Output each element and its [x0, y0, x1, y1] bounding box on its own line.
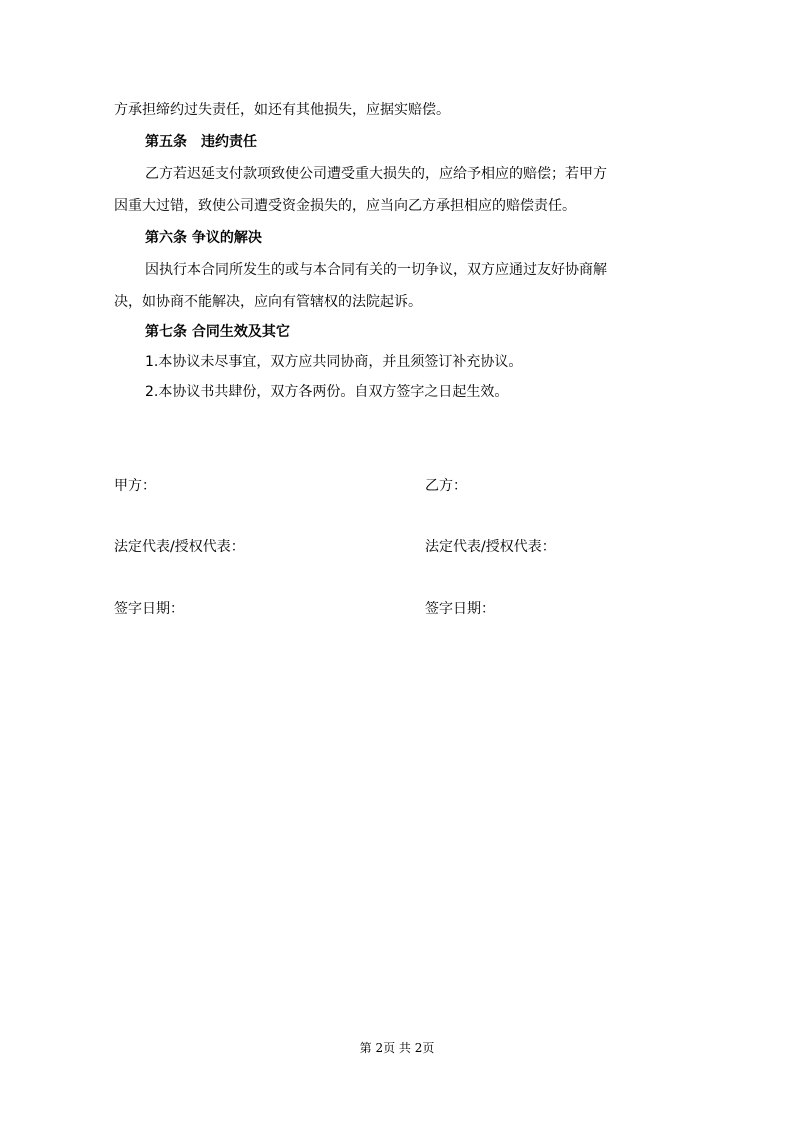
party-b-label: 乙方： — [425, 478, 467, 494]
page-number-footer: 第 2页 共 2页 — [359, 1041, 435, 1055]
article-5-line-2: 因重大过错，致使公司遭受资金损失的，应当向乙方承担相应的赔偿责任。 — [114, 198, 576, 214]
article-6-line-2: 决，如协商不能解决，应向有管辖权的法院起诉。 — [114, 294, 422, 310]
party-a-date-label: 签字日期： — [114, 601, 184, 617]
party-a-representative-label: 法定代表/授权代表： — [114, 539, 245, 555]
article-6-heading: 第六条 争议的解决 — [145, 230, 262, 246]
party-b-date-label: 签字日期： — [425, 601, 495, 617]
article-7-item-1: 1.本协议未尽事宜，双方应共同协商，并且须签订补充协议。 — [145, 354, 523, 370]
paragraph-line: 方承担缔约过失责任，如还有其他损失，应据实赔偿。 — [114, 102, 450, 118]
article-7-heading: 第七条 合同生效及其它 — [145, 324, 290, 340]
article-6-line-1: 因执行本合同所发生的或与本合同有关的一切争议，双方应通过友好协商解 — [145, 262, 607, 278]
article-5-heading: 第五条 违约责任 — [145, 134, 257, 150]
party-b-representative-label: 法定代表/授权代表： — [425, 539, 556, 555]
article-5-line-1: 乙方若迟延支付款项致使公司遭受重大损失的，应给予相应的赔偿；若甲方 — [145, 166, 607, 182]
article-7-item-2: 2.本协议书共肆份，双方各两份。自双方签字之日起生效。 — [145, 384, 509, 400]
party-a-label: 甲方： — [114, 478, 156, 494]
